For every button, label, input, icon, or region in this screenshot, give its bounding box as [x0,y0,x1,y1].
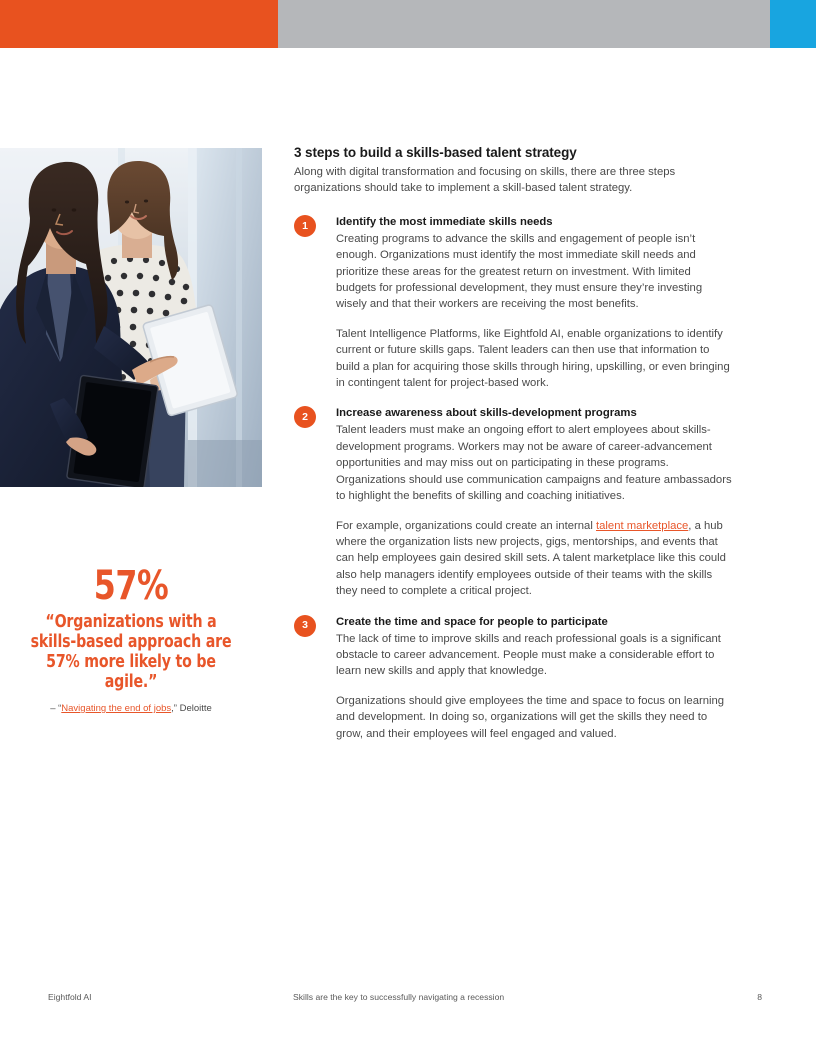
step-number-badge-2: 2 [294,406,316,428]
top-bar-segment-orange [0,0,278,48]
page-footer [48,992,768,1006]
citation-prefix: – “ [50,703,62,714]
step-paragraph-2-1: Talent leaders must make an ongoing effort to alert employees about skills-development programs. Workers may not be aware of career-advancement opportunities and may miss out on participating in these programs. Organizations should use communication campaigns and feature ambassadors to highlight the benefits of skilling and coaching initiatives. [336,424,732,503]
step-item-3 [294,614,734,742]
step-number-badge-3: 3 [294,615,316,637]
steps-list [294,214,734,742]
step-title-3: Create the time and space for people to participate [336,615,608,628]
footer-page-number: 8 [757,992,762,1002]
step-paragraph-1-2: Talent Intelligence Platforms, like Eightfold AI, enable organizations to identify current or future skills gaps. Talent leaders can then use that information to build a plan for acquiring those skills through hiring, upskilling, or even bringing in contingent talent for project-based work. [336,327,730,390]
talent-marketplace-link[interactable]: talent marketplace [595,519,689,532]
step-item-2 [294,405,734,599]
step-2-text-after-link: , a hub where the organization lists new projects, gigs, mentorships, and events that can help employees gain desired skill sets. A talent marketplace like this could also help managers identify employees outside of their teams with the skills they need to complete a critical project. [336,519,726,598]
statistic-number: 57% [93,563,169,609]
step-item-1 [294,214,734,392]
statistic-quote: “Organizations with a skills-based approach are 57% more likely to be agile.” [30,612,232,692]
hero-photo-illustration [0,148,262,487]
statistic-citation [12,703,250,715]
hero-photo [0,148,262,487]
left-column [0,148,262,715]
top-bar-segment-gray [278,0,770,48]
main-content-column [294,144,734,756]
step-number-badge-1: 1 [294,215,316,237]
top-bar-segment-blue [770,0,816,48]
footer-document-title: Skills are the key to successfully navigating a recession [293,992,505,1002]
step-title-1: Identify the most immediate skills needs [336,215,553,228]
step-paragraph-1-1: Creating programs to advance the skills and engagement of people isn’t enough. Organizations must identify the most immediate skill needs and prioritize these areas for the greatest return on investment. With limited budgets for professional development, they must ensure they’re investing wisely and that their workers are receiving the most benefits. [336,232,703,311]
step-paragraph-2-2 [336,518,734,600]
page-title: 3 steps to build a skills-based talent strategy [294,145,577,160]
step-2-text-before-link: For example, organizations could create an internal [336,519,596,532]
step-paragraph-3-2: Organizations should give employees the time and space to focus on learning and development. In doing so, organizations will get the skills they need to grow, and their employees will feel engaged and valued. [336,694,725,740]
top-color-bar [0,0,816,48]
citation-suffix: ,” Deloitte [171,703,212,714]
step-paragraph-3-1: The lack of time to improve skills and reach professional goals is a significant obstacle to career advancement. People must make a considerable effort to learn new skills and apply that knowledge. [336,632,721,678]
statistic-callout [0,565,262,715]
footer-brand: Eightfold AI [48,992,92,1002]
step-title-2: Increase awareness about skills-development programs [336,407,637,420]
citation-source-link[interactable]: Navigating the end of jobs [61,703,172,714]
intro-paragraph: Along with digital transformation and focusing on skills, there are three steps organizations should take to implement a skill-based talent strategy. [294,166,676,195]
